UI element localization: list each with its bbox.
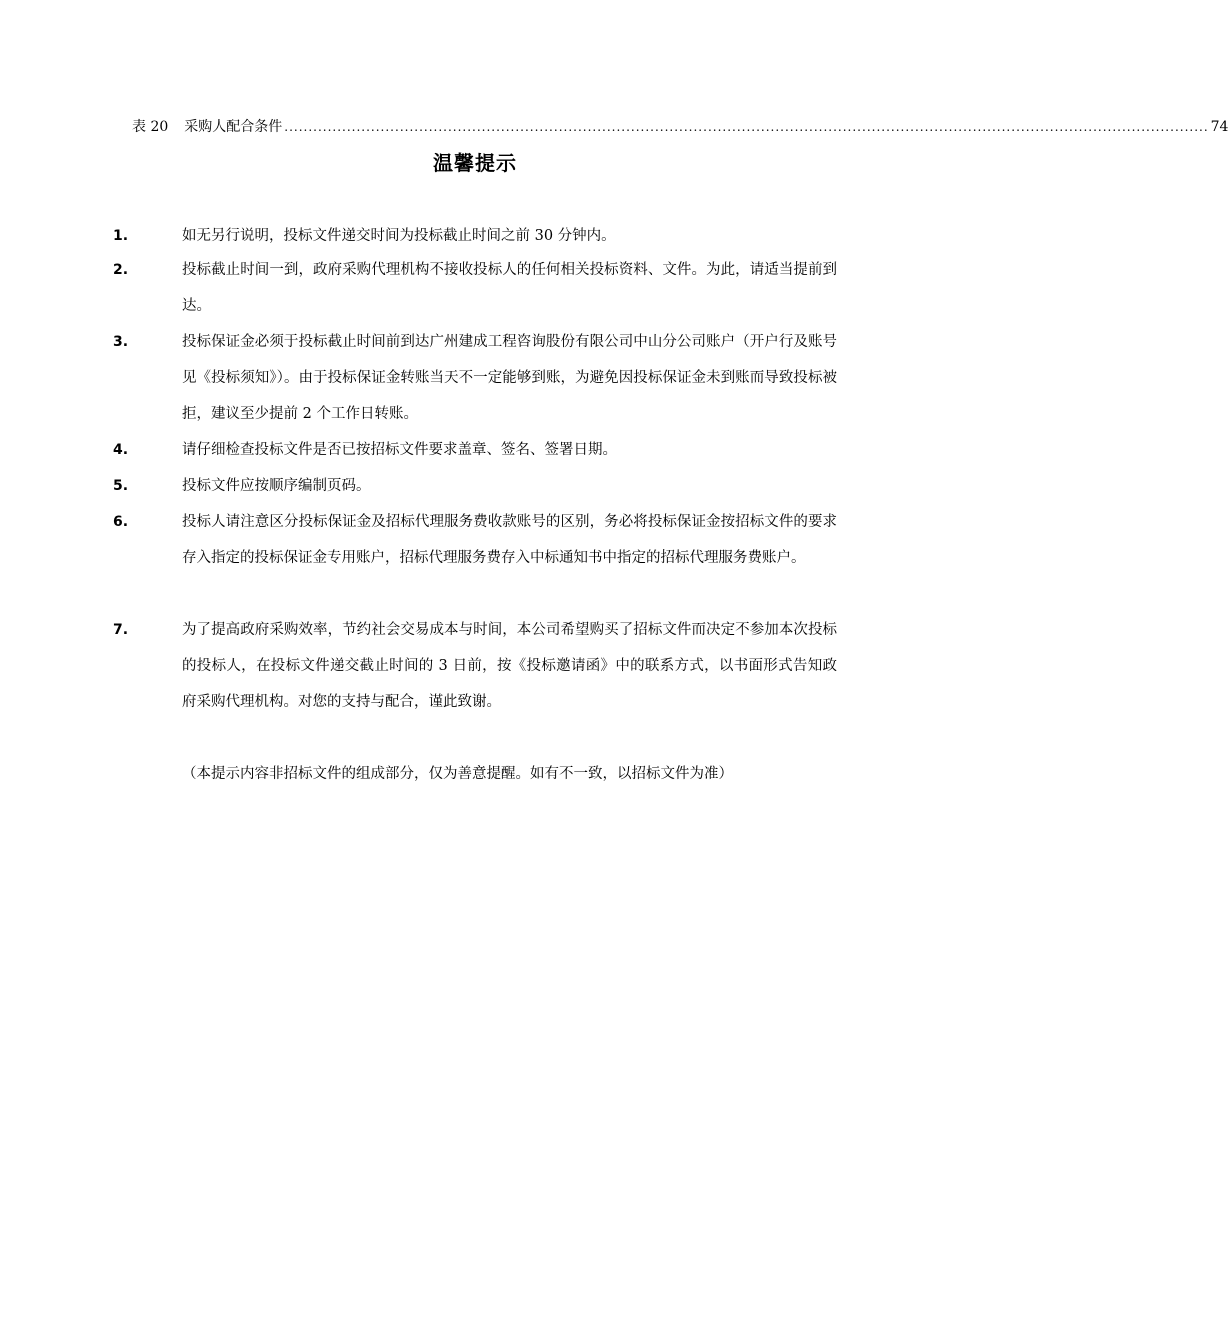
item-text: 请仔细检查投标文件是否已按招标文件要求盖章、签名、签署日期。 <box>182 442 617 458</box>
disclaimer-note: （本提示内容非招标文件的组成部分，仅为善意提醒。如有不一致，以招标文件为准） <box>182 766 733 782</box>
item-number: 7. <box>113 622 129 638</box>
item-number: 2. <box>113 262 129 278</box>
item-number: 5. <box>113 478 129 494</box>
item-text: 为了提高政府采购效率，节约社会交易成本与时间，本公司希望购买了招标文件而决定不参加本次投标的投标人，在投标文件递交截止时间的 3 日前，按《投标邀请函》中的联系方式，以书面形式告知政府采购代理机构。对您的支持与配合，谨此致谢。 <box>182 622 837 710</box>
toc-leader-dots: ................................................................................................................................................................................................ <box>284 120 1209 134</box>
item-text: 如无另行说明，投标文件递交时间为投标截止时间之前 30 分钟内。 <box>182 228 616 244</box>
page-title: 温馨提示 <box>433 151 517 175</box>
item-text: 投标保证金必须于投标截止时间前到达广州建成工程咨询股份有限公司中山分公司账户（开户行及账号见《投标须知》）。由于投标保证金转账当天不一定能够到账，为避免因投标保证金未到账而导致投标被拒，建议至少提前 2 个工作日转账。 <box>182 334 837 422</box>
toc-page-number: 74 <box>1210 119 1228 135</box>
item-number: 4. <box>113 442 129 458</box>
item-text: 投标文件应按顺序编制页码。 <box>182 478 371 494</box>
item-number: 3. <box>113 334 129 350</box>
toc-label: 表 20 采购人配合条件 <box>132 119 283 135</box>
toc-title: 采购人配合条件 <box>184 119 283 135</box>
item-text: 投标人请注意区分投标保证金及招标代理服务费收款账号的区别，务必将投标保证金按招标文件的要求存入指定的投标保证金专用账户，招标代理服务费存入中标通知书中指定的招标代理服务费账户。 <box>182 514 837 566</box>
toc-entry[interactable] <box>132 117 1228 137</box>
item-number: 6. <box>113 514 129 530</box>
item-text: 投标截止时间一到，政府采购代理机构不接收投标人的任何相关投标资料、文件。为此，请适当提前到达。 <box>182 262 837 314</box>
item-number: 1. <box>113 228 129 244</box>
